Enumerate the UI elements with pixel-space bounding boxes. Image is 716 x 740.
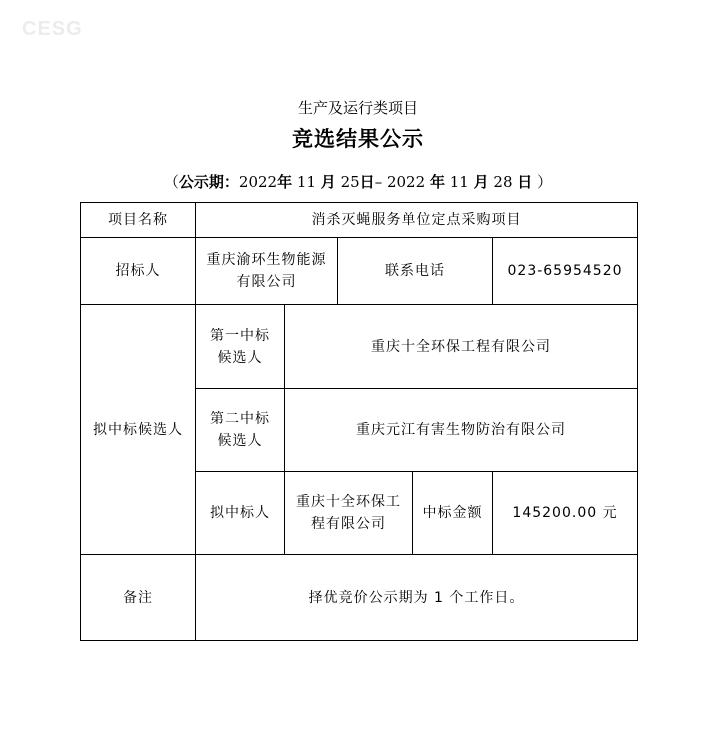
category-subtitle: 生产及运行类项目 — [297, 99, 418, 117]
unit-day-2: 日 — [517, 173, 533, 191]
publicity-period — [0, 171, 716, 192]
row-tenderer — [81, 238, 638, 305]
watermark-logo: CESG — [22, 18, 83, 40]
row-first-candidate — [81, 305, 638, 389]
end-month: 11 — [449, 173, 469, 191]
first-candidate-label: 第一中标候选人 — [196, 305, 285, 389]
row-project-name — [81, 203, 638, 238]
first-candidate-value: 重庆十全环保工程有限公司 — [285, 305, 638, 389]
contact-label: 联系电话 — [338, 238, 493, 305]
start-year: 2022 — [238, 173, 278, 191]
unit-day: 日 — [359, 173, 375, 191]
proposed-winner-label: 拟中标人 — [196, 472, 285, 555]
bid-amount-label: 中标金额 — [413, 472, 493, 555]
second-candidate-label: 第二中标候选人 — [196, 389, 285, 472]
second-candidate-value: 重庆元江有害生物防治有限公司 — [285, 389, 638, 472]
tenderer-value: 重庆渝环生物能源有限公司 — [196, 238, 338, 305]
period-close-paren: ） — [537, 173, 553, 191]
start-day: 25 — [340, 173, 360, 191]
proposed-winner-value: 重庆十全环保工程有限公司 — [285, 472, 413, 555]
remarks-value: 择优竞价公示期为 1 个工作日。 — [196, 555, 638, 641]
unit-year-2: 年 — [429, 173, 445, 191]
tenderer-label: 招标人 — [81, 238, 196, 305]
project-name-label: 项目名称 — [81, 203, 196, 238]
period-separator: – — [374, 173, 383, 191]
candidates-label: 拟中标候选人 — [81, 305, 196, 555]
unit-month-2: 月 — [473, 173, 489, 191]
unit-year: 年 — [277, 173, 293, 191]
period-open-paren: （ — [163, 173, 179, 191]
row-remarks — [81, 555, 638, 641]
unit-month: 月 — [320, 173, 336, 191]
result-table — [80, 202, 638, 641]
page-title: 竞选结果公示 — [292, 126, 424, 151]
remarks-label: 备注 — [81, 555, 196, 641]
period-label: 公示期： — [178, 173, 239, 191]
end-day: 28 — [493, 173, 513, 191]
contact-value: 023-65954520 — [493, 238, 638, 305]
project-name-value: 消杀灭蝇服务单位定点采购项目 — [196, 203, 638, 238]
start-month: 11 — [296, 173, 316, 191]
bid-amount-value: 145200.00 元 — [493, 472, 638, 555]
end-year: 2022 — [386, 173, 426, 191]
